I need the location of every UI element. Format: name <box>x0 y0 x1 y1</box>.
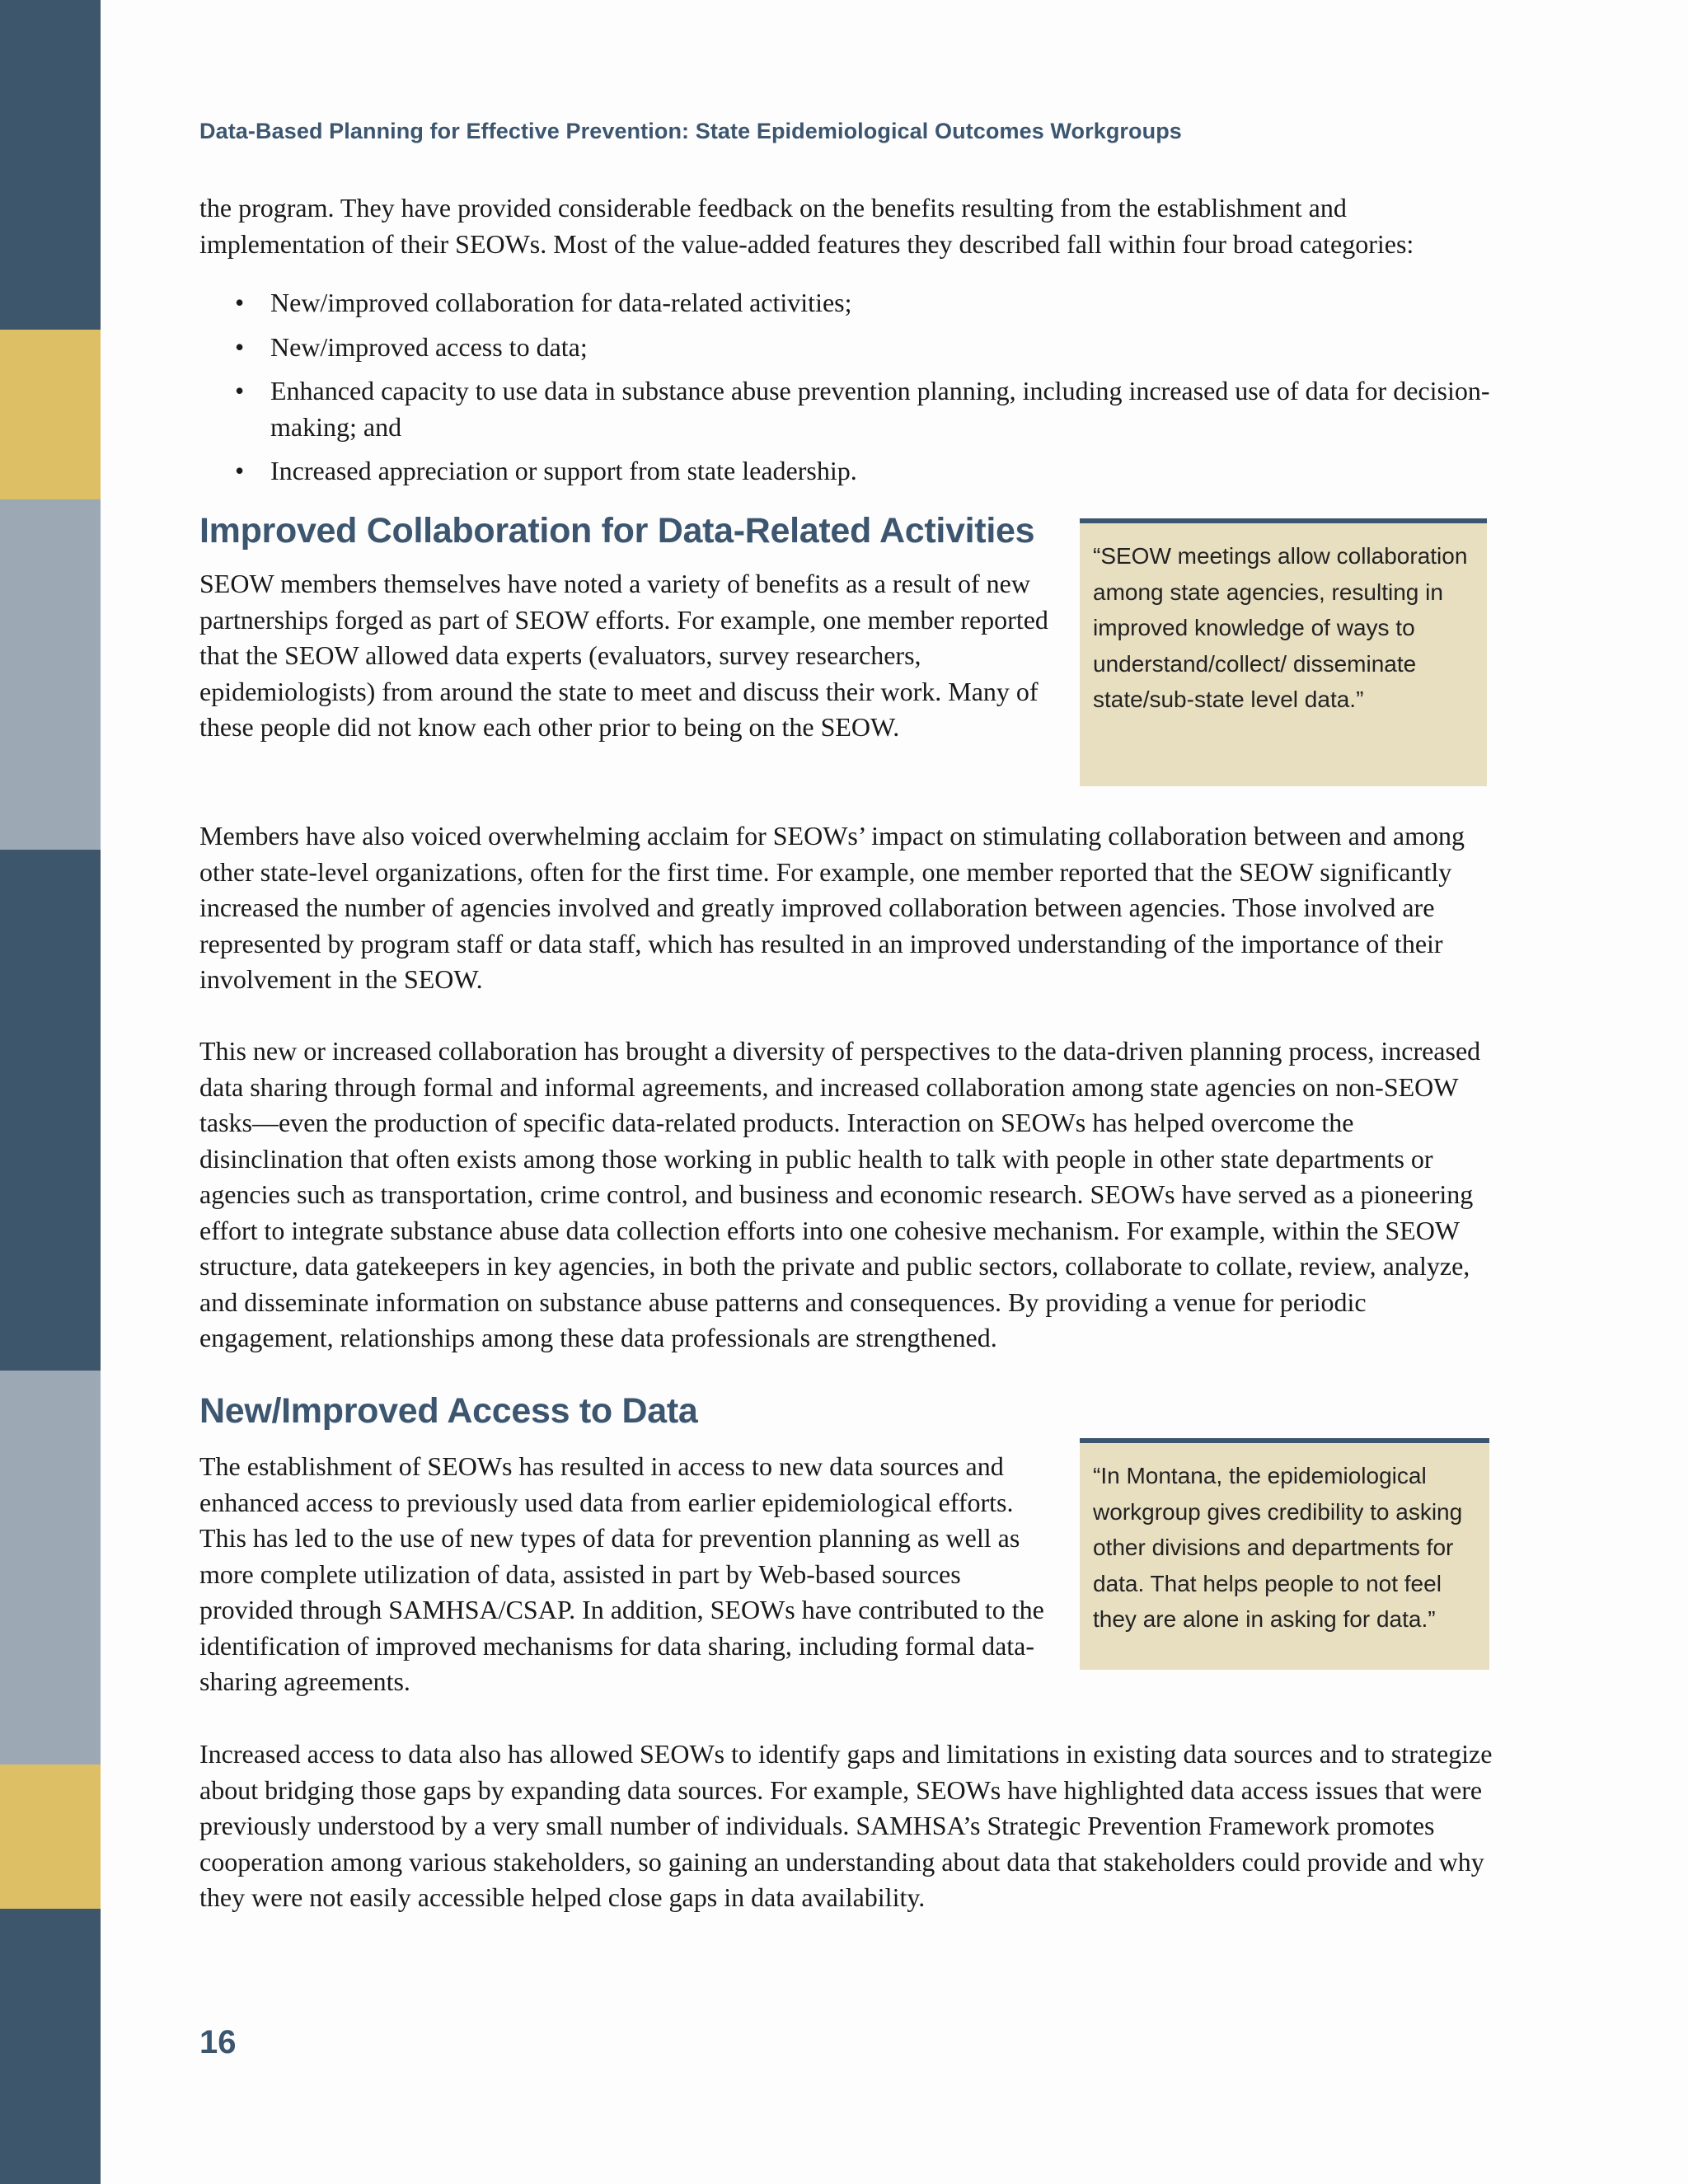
access-paragraph: Increased access to data also has allowed SEOWs to identify gaps and limitations in existing data sources and to strategize about bridging those gaps by expanding data sources. For example, SEOWs have highlighted data access issues that were previously understood by a very small number of individuals. SAMHSA’s Strategic Prevention Framework promotes cooperation among various stakeholders, so gaining an understanding about data that stakeholders could provide and why they were not easily accessible helped close gaps in data availability. <box>199 1739 1493 1912</box>
bullet-glyph: • <box>235 376 245 405</box>
bullet-text: Increased appreciation or support from state leadership. <box>270 456 857 485</box>
pull-quote-text: “In Montana, the epidemiological workgroup gives credibility to asking other divisions and departments for data. That helps people to not feel they are alone in asking for data.” <box>1093 1463 1463 1632</box>
list-item <box>235 285 1496 321</box>
list-item <box>235 330 1496 366</box>
running-header: Data-Based Planning for Effective Prevention: State Epidemiological Outcomes Workgroups <box>199 119 1182 143</box>
bullet-glyph: • <box>235 331 245 362</box>
pull-quote <box>1080 518 1487 786</box>
intro-paragraph: the program. They have provided considerable feedback on the benefits resulting from the establishment and implementation of their SEOWs. Most of the value-added features they described fall within four broad categories: <box>199 193 1414 259</box>
pull-quote <box>1080 1438 1489 1670</box>
collaboration-paragraph: Members have also voiced overwhelming acclaim for SEOWs’ impact on stimulating collaboration between and among other state-level organizations, often for the first time. For example, one member reported that the SEOW significantly increased the number of agencies involved and greatly improved collaboration between agencies. Those involved are represented by program staff or data staff, which has resulted in an improved understanding of the importance of their involvement in the SEOW. <box>199 821 1465 994</box>
sidebar-band-navy <box>0 1909 101 2184</box>
bullet-glyph: • <box>235 456 245 485</box>
bullet-text: New/improved collaboration for data-related activities; <box>270 288 852 317</box>
collaboration-paragraph: This new or increased collaboration has brought a diversity of perspectives to the data-driven planning process, increased data sharing through formal and informal agreements, and increased collaboration among state agencies on non-SEOW tasks—even the production of specific data-related products. Interaction on SEOWs has helped overcome the disinclination that often exists among those working in public health to talk with people in other state departments or agencies such as transportation, crime control, and business and economic research. SEOWs have served as a pioneering effort to integrate substance abuse data collection efforts into one cohesive mechanism. For example, within the SEOW structure, data gatekeepers in key agencies, in both the private and public sectors, collaborate to collate, review, analyze, and disseminate information on substance abuse patterns and consequences. By providing a venue for periodic engagement, relationships among these data professionals are strengthened. <box>199 1036 1481 1352</box>
bullet-text: New/improved access to data; <box>270 331 588 362</box>
pull-quote-text: “SEOW meetings allow collaboration among state agencies, resulting in improved knowledge of ways to understand/collect/ disseminate state/sub-state level data.” <box>1093 543 1468 712</box>
bullet-list <box>235 285 1496 498</box>
list-item <box>235 373 1496 445</box>
access-paragraph: The establishment of SEOWs has resulted in access to new data sources and enhanced access to previously used data from earlier epidemiological efforts. This has led to the use of new types of data for prevention planning as well as more complete utilization of data, assisted in part by Web-based sources provided through SAMHSA/CSAP. In addition, SEOWs have contributed to the identification of improved mechanisms for data sharing, including formal data-sharing agreements. <box>199 1451 1044 1696</box>
collaboration-paragraph: SEOW members themselves have noted a variety of benefits as a result of new partnerships forged as part of SEOW efforts. For example, one member reported that the SEOW allowed data experts (evaluators, survey researchers, epidemiologists) from around the state to meet and discuss their work. Many of these people did not know each other prior to being on the SEOW. <box>199 569 1048 742</box>
section-heading-access: New/Improved Access to Data <box>199 1391 698 1431</box>
page-number: 16 <box>199 2024 237 2060</box>
sidebar-band-gray <box>0 499 101 850</box>
bullet-glyph: • <box>235 288 245 317</box>
list-item <box>235 453 1496 490</box>
decorative-sidebar <box>0 0 101 2184</box>
bullet-text: Enhanced capacity to use data in substance abuse prevention planning, including increased use of data for decision-making; and <box>270 376 1490 442</box>
sidebar-band-navy <box>0 850 101 1371</box>
section-heading-collaboration: Improved Collaboration for Data-Related Activities <box>199 511 1035 551</box>
sidebar-band-gray <box>0 1371 101 1765</box>
sidebar-band-navy <box>0 0 101 330</box>
sidebar-band-gold <box>0 1765 101 1909</box>
sidebar-band-gold <box>0 330 101 499</box>
